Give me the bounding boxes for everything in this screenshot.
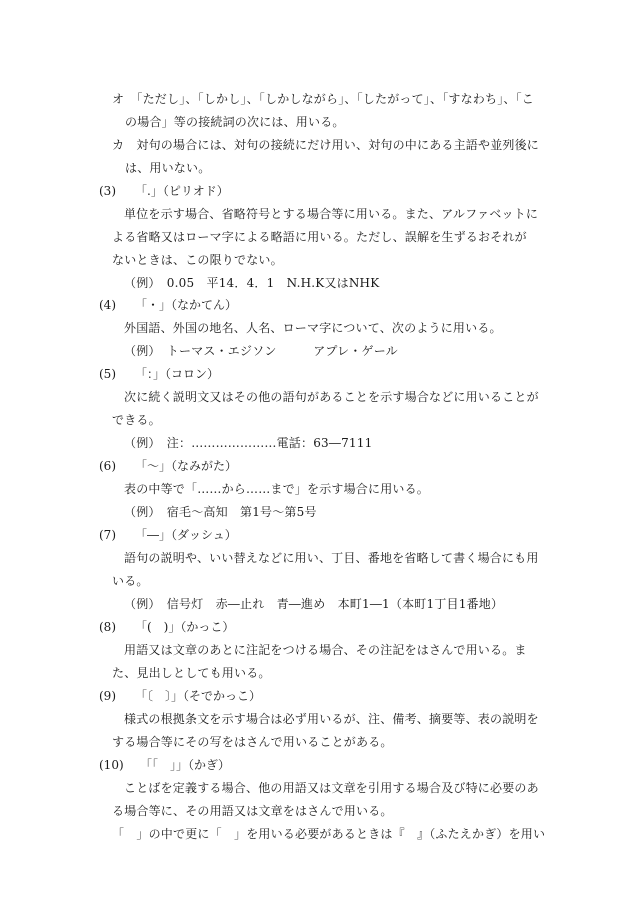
example-line: （例） 0.05 平14．4．1 N.H.K又はNHK: [124, 276, 380, 290]
body-line: 「 」の中で更に「 」を用いる必要があるときは『 』（ふたえかぎ）を用い: [112, 827, 546, 841]
body-line: する場合等にその写をはさんで用いることがある。: [112, 735, 393, 749]
section-title: 「( )」（かっこ）: [135, 620, 235, 634]
body-line: た、見出しとしても用いる。: [112, 666, 271, 680]
section-number: (4): [99, 298, 116, 312]
section-number: (6): [99, 459, 116, 473]
section-title: 「「 」」（かぎ）: [140, 758, 231, 772]
example-line: （例） 信号灯 赤―止れ 青―進め 本町1―1（本町1丁目1番地）: [124, 597, 504, 611]
body-line: よる省略又はローマ字による略語に用いる。ただし、誤解を生ずるおそれが: [112, 230, 527, 244]
body-line: できる。: [112, 413, 161, 427]
section-title: 「：」（コロン）: [135, 367, 220, 381]
section-number: (3): [99, 184, 116, 198]
section-title: 「.」（ピリオド）: [135, 184, 229, 198]
example-line: （例） トーマス・エジソン アプレ・ゲール: [124, 344, 398, 358]
body-line: ことばを定義する場合、他の用語又は文章を引用する場合及び特に必要のあ: [124, 781, 539, 795]
section-number: (9): [99, 689, 116, 703]
section-title: 「―」（ダッシュ）: [135, 528, 237, 542]
section-number: (7): [99, 528, 116, 542]
item-ka-line-2: は、用いない。: [125, 161, 211, 175]
body-line: る場合等に、その用語又は文章をはさんで用いる。: [112, 804, 393, 818]
body-line: 次に続く説明文又はその他の語句があることを示す場合などに用いることが: [124, 390, 539, 404]
body-line: 外国語、外国の地名、人名、ローマ字について、次のように用いる。: [124, 321, 502, 335]
body-line: 様式の根拠条文を示す場合は必ず用いるが、注、備考、摘要等、表の説明を: [124, 712, 539, 726]
section-number: (5): [99, 367, 116, 381]
section-title: 「～」（なみがた）: [135, 459, 238, 473]
section-title: 「・」（なかてん）: [135, 298, 238, 312]
body-line: ないときは、この限りでない。: [112, 253, 283, 267]
body-line: 用語又は文章のあとに注記をつける場合、その注記をはさんで用いる。ま: [124, 643, 527, 657]
section-number: (10): [99, 758, 124, 772]
example-line: （例） 注：…………………電話：63―7111: [124, 436, 373, 450]
body-line: 語句の説明や、いい替えなどに用い、丁目、番地を省略して書く場合にも用: [124, 551, 539, 565]
section-number: (8): [99, 620, 116, 634]
body-line: いる。: [112, 574, 149, 588]
section-title: 「〔 〕」（そでかっこ）: [135, 689, 262, 703]
item-ka-line-1: カ 対句の場合には、対句の接続にだけ用い、対句の中にある主語や並列後に: [112, 138, 540, 152]
body-line: 表の中等で「……から……まで」を示す場合に用いる。: [124, 482, 430, 496]
example-line: （例） 宿毛～高知 第1号～第5号: [124, 505, 317, 519]
item-o-line-2: の場合」等の接続詞の次には、用いる。: [125, 115, 345, 129]
item-o-line-1: オ 「ただし」、「しかし」、「しかしながら」、「したがって」、「すなわち」、「こ: [112, 92, 535, 106]
body-line: 単位を示す場合、省略符号とする場合等に用いる。また、アルファベットに: [124, 207, 539, 221]
